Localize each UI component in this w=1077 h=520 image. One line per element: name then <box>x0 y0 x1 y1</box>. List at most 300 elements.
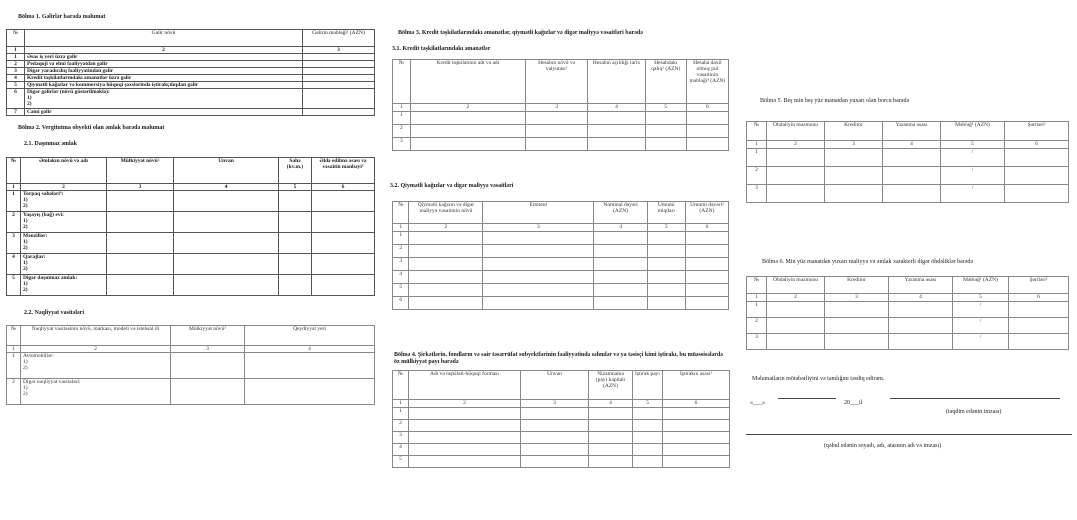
real-estate-row <box>7 233 375 254</box>
date-month-line <box>778 398 836 399</box>
table-cell: / <box>953 334 1009 350</box>
col-index: 2 <box>21 346 171 353</box>
row-number: 3 <box>393 432 409 444</box>
col-index: 1 <box>7 47 25 54</box>
table-cell <box>645 112 686 125</box>
col-index: 4 <box>589 400 633 408</box>
table-cell <box>633 432 663 444</box>
section-3-title: Bölmə 3. Kredit təşkilatlarındakı əmanətlər, qiymətli kağızlar və digər maliyyə vəsaitləri barədə <box>398 30 643 36</box>
table-cell <box>685 297 728 310</box>
table-cell: / <box>953 318 1009 334</box>
table-cell <box>1005 167 1069 185</box>
table-cell <box>245 379 375 405</box>
col-header: Ünvan <box>174 158 279 184</box>
table-cell <box>767 149 825 167</box>
section-5-title: Bölmə 5. Beş min beş yüz manatdan yuxarı olan borcu barədə <box>760 98 910 104</box>
table-header-row <box>747 122 1069 141</box>
row-number: 1 <box>7 353 21 379</box>
row-number: 5 <box>393 284 409 297</box>
income-amount-cell <box>303 68 375 75</box>
income-amount-cell <box>303 89 375 109</box>
table-cell <box>174 233 279 254</box>
table-cell <box>279 191 312 212</box>
col-header: Əmlakın növü və adı <box>21 158 107 184</box>
table-cell <box>588 125 646 138</box>
col-header: Adı və təşkilati-hüquqi forması <box>409 371 521 400</box>
col-header: № <box>747 277 767 294</box>
row-number: 2 <box>747 167 767 185</box>
table-cell <box>483 271 594 284</box>
table-cell: / <box>953 302 1009 318</box>
col-index: 1 <box>7 346 21 353</box>
col-header: Qeydiyyat yeri <box>245 326 375 346</box>
col-index: 3 <box>825 294 889 302</box>
income-type-cell: Cəmi gəlir <box>25 109 303 116</box>
column-number-row <box>393 400 730 408</box>
table-cell <box>594 271 647 284</box>
table-cell <box>312 212 375 233</box>
table-cell <box>526 125 588 138</box>
section-6-title: Bölmə 6. Min yüz manatdan yuxarı maliyyə və əmlak xarakterli digər öhdəliklər barədə <box>762 259 974 265</box>
row-number: 3 <box>393 258 409 271</box>
row-number: 5 <box>7 275 21 296</box>
real-estate-table <box>6 157 375 296</box>
col-header: Əldə edilmə əsası və vəsaitin mənbəyi³ <box>312 158 375 184</box>
table-cell <box>663 444 730 456</box>
obligations-table <box>746 276 1069 350</box>
table-header-row <box>393 371 730 400</box>
col-index: 3 <box>303 47 375 54</box>
col-header: Mülkiyyət növü² <box>107 158 174 184</box>
col-index: 6 <box>1009 294 1069 302</box>
income-type-cell: Digər gəlirlər (növü göstərilməklə): 1) 2) <box>25 89 303 109</box>
table-header-row <box>7 326 375 346</box>
col-index: 1 <box>747 141 767 149</box>
table-cell <box>883 185 941 203</box>
securities-table <box>392 201 729 310</box>
col-index: 6 <box>686 104 728 112</box>
table-cell <box>645 138 686 151</box>
table-cell <box>883 149 941 167</box>
income-row <box>7 89 375 109</box>
row-number: 4 <box>7 75 25 82</box>
row-number: 1 <box>393 408 409 420</box>
income-type-cell: Qiymətli kağızlar və kommersiya hüquqi şəxslərində iştirakçılıqdan gəlir <box>25 82 303 89</box>
col-index: 2 <box>767 141 825 149</box>
col-header: Nominal dəyəri (AZN) <box>594 202 647 224</box>
table-cell <box>825 318 889 334</box>
col-header: № <box>393 60 411 104</box>
col-index: 1 <box>7 184 21 191</box>
col-index: 2 <box>409 224 483 232</box>
receiver-caption: (qəbul edənin soyadı, adı, atasının adı və imzası) <box>824 443 942 449</box>
real-estate-row <box>7 254 375 275</box>
col-index: 5 <box>941 141 1005 149</box>
row-number: 3 <box>747 334 767 350</box>
table-cell <box>883 167 941 185</box>
col-header: Hesabdakı qalıq² (AZN) <box>645 60 686 104</box>
table-cell: / <box>941 149 1005 167</box>
table-row <box>393 125 729 138</box>
subsection-3-1-title: 3.1. Kredit təşkilatlarındakı əmanətlər <box>392 46 491 52</box>
real-estate-row <box>7 275 375 296</box>
table-cell <box>589 420 633 432</box>
table-cell <box>171 379 245 405</box>
col-index: 5 <box>279 184 312 191</box>
income-row <box>7 75 375 82</box>
col-index: 5 <box>953 294 1009 302</box>
table-cell <box>409 456 521 468</box>
col-index: 3 <box>526 104 588 112</box>
table-cell <box>245 353 375 379</box>
col-header: Sahə (kv.m.) <box>279 158 312 184</box>
col-index: 4 <box>889 294 953 302</box>
table-cell <box>521 432 589 444</box>
income-type-cell: Kredit təşkilatlarındakı əmanətlər üzrə gəlir <box>25 75 303 82</box>
col-header: Yaranma əsası <box>889 277 953 294</box>
income-row <box>7 61 375 68</box>
table-cell <box>589 408 633 420</box>
income-amount-cell <box>303 54 375 61</box>
col-header: Kreditor <box>825 277 889 294</box>
table-header-row <box>747 277 1069 294</box>
income-row <box>7 82 375 89</box>
table-cell <box>647 284 685 297</box>
col-index: 4 <box>594 224 647 232</box>
col-index: 4 <box>588 104 646 112</box>
date-year: 20___il <box>844 400 863 406</box>
table-cell <box>279 233 312 254</box>
signature-caption: (təqdim edənin imzası) <box>946 409 1002 415</box>
col-index: 3 <box>483 224 594 232</box>
table-row <box>393 271 729 284</box>
table-row <box>747 302 1069 318</box>
row-number: 7 <box>7 109 25 116</box>
table-cell <box>1009 302 1069 318</box>
table-cell: / <box>941 167 1005 185</box>
table-row <box>393 232 729 245</box>
table-cell <box>409 232 483 245</box>
table-cell <box>521 408 589 420</box>
col-index: 2 <box>25 47 303 54</box>
table-cell <box>647 258 685 271</box>
table-cell <box>1005 185 1069 203</box>
table-cell <box>312 254 375 275</box>
row-number: 4 <box>393 444 409 456</box>
col-header: № <box>7 326 21 346</box>
table-cell <box>594 232 647 245</box>
col-header: № <box>747 122 767 141</box>
col-number: № <box>7 30 25 47</box>
table-row <box>393 245 729 258</box>
table-row <box>747 185 1069 203</box>
vehicle-row <box>7 353 375 379</box>
table-cell <box>107 212 174 233</box>
col-index: 3 <box>825 141 883 149</box>
table-cell <box>410 138 525 151</box>
table-cell <box>1005 149 1069 167</box>
table-cell <box>521 420 589 432</box>
col-header: Emitent <box>483 202 594 224</box>
income-type-cell: Pedaqoji və elmi fəaliyyətdən gəlir <box>25 61 303 68</box>
col-header: Öhdəliyin məzmunu <box>767 277 825 294</box>
table-row <box>393 284 729 297</box>
row-number: 1 <box>747 302 767 318</box>
table-cell <box>409 271 483 284</box>
row-number: 1 <box>7 54 25 61</box>
table-cell <box>594 297 647 310</box>
table-cell: / <box>941 185 1005 203</box>
column-number-row <box>393 224 729 232</box>
col-index: 4 <box>245 346 375 353</box>
vehicle-type-cell: Avtomobillər: 1) 2) <box>21 353 171 379</box>
row-number: 2 <box>393 125 411 138</box>
col-index: 6 <box>312 184 375 191</box>
column-number-row <box>747 141 1069 149</box>
table-cell <box>767 185 825 203</box>
table-cell <box>825 302 889 318</box>
row-number: 2 <box>393 245 409 258</box>
table-cell <box>633 408 663 420</box>
col-header: Kredit təşkilatının adı və adı <box>410 60 525 104</box>
table-cell <box>685 271 728 284</box>
table-cell <box>633 444 663 456</box>
table-row <box>747 334 1069 350</box>
signature-line <box>890 398 1060 399</box>
row-number: 1 <box>393 112 411 125</box>
table-cell <box>588 138 646 151</box>
table-header-row <box>393 60 729 104</box>
table-cell <box>647 232 685 245</box>
row-number: 2 <box>7 379 21 405</box>
subsection-3-2-title: 3.2. Qiymətli kağızlar və digər maliyyə vəsaitləri <box>390 183 514 189</box>
income-amount-cell <box>303 75 375 82</box>
column-number-row <box>7 184 375 191</box>
deposits-table <box>392 59 729 151</box>
table-row <box>393 408 730 420</box>
section-2-title: Bölmə 2. Vergitutma obyekti olan əmlak barədə məlumat <box>18 125 165 131</box>
date-day: «___» <box>750 400 765 406</box>
property-type-cell: Yaşayış (bağ) evi: 1) 2) <box>21 212 107 233</box>
table-cell <box>594 284 647 297</box>
row-number: 2 <box>7 61 25 68</box>
subsection-2-2-title: 2.2. Nəqliyyat vasitələri <box>24 310 84 316</box>
col-index: 5 <box>633 400 663 408</box>
col-index: 1 <box>747 294 767 302</box>
table-cell <box>825 167 883 185</box>
table-cell <box>483 297 594 310</box>
table-row <box>393 138 729 151</box>
col-header: Nəqliyyat vasitəsinin növü, markası, modeli və istehsal ili <box>21 326 171 346</box>
receiver-line <box>746 434 1072 435</box>
col-index: 3 <box>107 184 174 191</box>
table-cell <box>410 125 525 138</box>
col-index: 2 <box>21 184 107 191</box>
table-cell <box>825 149 883 167</box>
section-1-table <box>6 29 375 116</box>
col-header: Şərtləri² <box>1005 122 1069 141</box>
vehicles-table <box>6 325 375 405</box>
table-cell <box>312 275 375 296</box>
table-cell <box>686 125 728 138</box>
real-estate-row <box>7 191 375 212</box>
table-cell <box>483 245 594 258</box>
row-number: 3 <box>7 233 21 254</box>
table-cell <box>521 456 589 468</box>
table-row <box>393 297 729 310</box>
table-row <box>393 456 730 468</box>
row-number: 4 <box>7 254 21 275</box>
table-cell <box>521 444 589 456</box>
table-cell <box>889 334 953 350</box>
table-row <box>747 149 1069 167</box>
col-header: Məbləğ¹ (AZN) <box>953 277 1009 294</box>
table-cell <box>409 258 483 271</box>
left-pane <box>6 0 374 405</box>
col-header: Yaranma əsası <box>883 122 941 141</box>
table-cell <box>663 432 730 444</box>
table-cell <box>663 420 730 432</box>
table-cell <box>588 112 646 125</box>
table-cell <box>663 408 730 420</box>
table-cell <box>594 258 647 271</box>
table-cell <box>889 318 953 334</box>
row-number: 6 <box>7 89 25 109</box>
property-type-cell: Qarajlar: 1) 2) <box>21 254 107 275</box>
table-row <box>393 420 730 432</box>
table-cell <box>409 420 521 432</box>
col-income-type: Gəlir növü <box>25 30 303 47</box>
table-cell <box>279 212 312 233</box>
vehicle-row <box>7 379 375 405</box>
participation-table <box>392 370 730 468</box>
table-cell <box>767 167 825 185</box>
col-header: Nizamnamə (pay) kapitalı (AZN) <box>589 371 633 400</box>
column-number-row <box>7 346 375 353</box>
table-cell <box>647 245 685 258</box>
col-header: Öhdəliyin məzmunu <box>767 122 825 141</box>
table-cell <box>174 254 279 275</box>
col-index: 5 <box>645 104 686 112</box>
col-header: Hesabın açıldığı tarix <box>588 60 646 104</box>
col-index: 4 <box>883 141 941 149</box>
col-header: İştirakın əsası¹ <box>663 371 730 400</box>
table-cell <box>526 112 588 125</box>
table-cell <box>312 233 375 254</box>
row-number: 4 <box>393 271 409 284</box>
col-index: 4 <box>174 184 279 191</box>
table-cell <box>409 444 521 456</box>
table-row <box>393 112 729 125</box>
table-header-row <box>7 158 375 184</box>
col-header: Ümumi miqdarı <box>647 202 685 224</box>
income-amount-cell <box>303 61 375 68</box>
row-number: 1 <box>747 149 767 167</box>
table-cell <box>483 258 594 271</box>
table-cell <box>685 232 728 245</box>
table-cell <box>174 275 279 296</box>
table-cell <box>410 112 525 125</box>
col-index: 1 <box>393 400 409 408</box>
col-header: Hesabın növü və valyutası¹ <box>526 60 588 104</box>
column-number-row <box>7 47 375 54</box>
income-amount-cell <box>303 109 375 116</box>
vehicle-type-cell: Digər nəqliyyat vasitələri: 1) 2) <box>21 379 171 405</box>
table-row <box>747 318 1069 334</box>
table-cell <box>526 138 588 151</box>
table-cell <box>279 254 312 275</box>
table-cell <box>889 302 953 318</box>
table-cell <box>409 297 483 310</box>
subsection-2-1-title: 2.1. Daşınmaz əmlak <box>24 141 77 147</box>
property-type-cell: Digər daşınmaz əmlak: 1) 2) <box>21 275 107 296</box>
table-cell <box>107 254 174 275</box>
table-cell <box>107 191 174 212</box>
table-row <box>393 432 730 444</box>
table-cell <box>685 245 728 258</box>
table-cell <box>312 191 375 212</box>
col-header: Ünvan <box>521 371 589 400</box>
debts-table <box>746 121 1069 203</box>
col-index: 6 <box>663 400 730 408</box>
table-cell <box>825 185 883 203</box>
table-header-row <box>7 30 375 47</box>
table-cell <box>686 112 728 125</box>
table-cell <box>594 245 647 258</box>
col-header: İştirak payı <box>633 371 663 400</box>
row-number: 1 <box>393 232 409 245</box>
table-cell <box>1009 334 1069 350</box>
col-header: Hesaba daxil olmuş pul vəsaitinin məbləği³ (AZN) <box>686 60 728 104</box>
middle-pane <box>392 0 729 468</box>
income-row <box>7 68 375 75</box>
table-row <box>393 444 730 456</box>
col-income-amount: Gəlirin məbləği¹ (AZN) <box>303 30 375 47</box>
confirmation-text: Məlumatların mötəbərliyini və tamlığını təsdiq edirəm. <box>752 376 885 382</box>
table-cell <box>647 271 685 284</box>
property-type-cell: Torpaq sahələri⁴: 1) 2) <box>21 191 107 212</box>
row-number: 3 <box>393 138 411 151</box>
property-type-cell: Mənzillər: 1) 2) <box>21 233 107 254</box>
col-index: 1 <box>393 224 409 232</box>
col-index: 3 <box>171 346 245 353</box>
col-index: 2 <box>409 400 521 408</box>
col-header: Şərtləri² <box>1009 277 1069 294</box>
col-header: № <box>393 371 409 400</box>
row-number: 3 <box>7 68 25 75</box>
table-row <box>747 167 1069 185</box>
table-cell <box>767 318 825 334</box>
table-cell <box>409 432 521 444</box>
table-cell <box>767 302 825 318</box>
col-header: Məbləğ¹ (AZN) <box>941 122 1005 141</box>
income-amount-cell <box>303 82 375 89</box>
income-row <box>7 109 375 116</box>
col-index: 1 <box>393 104 411 112</box>
table-cell <box>685 284 728 297</box>
col-index: 3 <box>521 400 589 408</box>
table-cell <box>589 444 633 456</box>
row-number: 2 <box>393 420 409 432</box>
table-cell <box>409 408 521 420</box>
col-header: Ümumi dəyəri² (AZN) <box>685 202 728 224</box>
table-cell <box>107 275 174 296</box>
table-cell <box>589 432 633 444</box>
income-row <box>7 54 375 61</box>
row-number: 2 <box>747 318 767 334</box>
section-4-title: Bölmə 4. Şirkətlərin, fondların və sair təsərrüfat subyektlərinin fəaliyyətində səhmlər və ya təsisçi kimi iştirakı, bu müəssisələrdə öz mülkiyyət payı barədə <box>394 352 723 365</box>
table-cell <box>174 212 279 233</box>
